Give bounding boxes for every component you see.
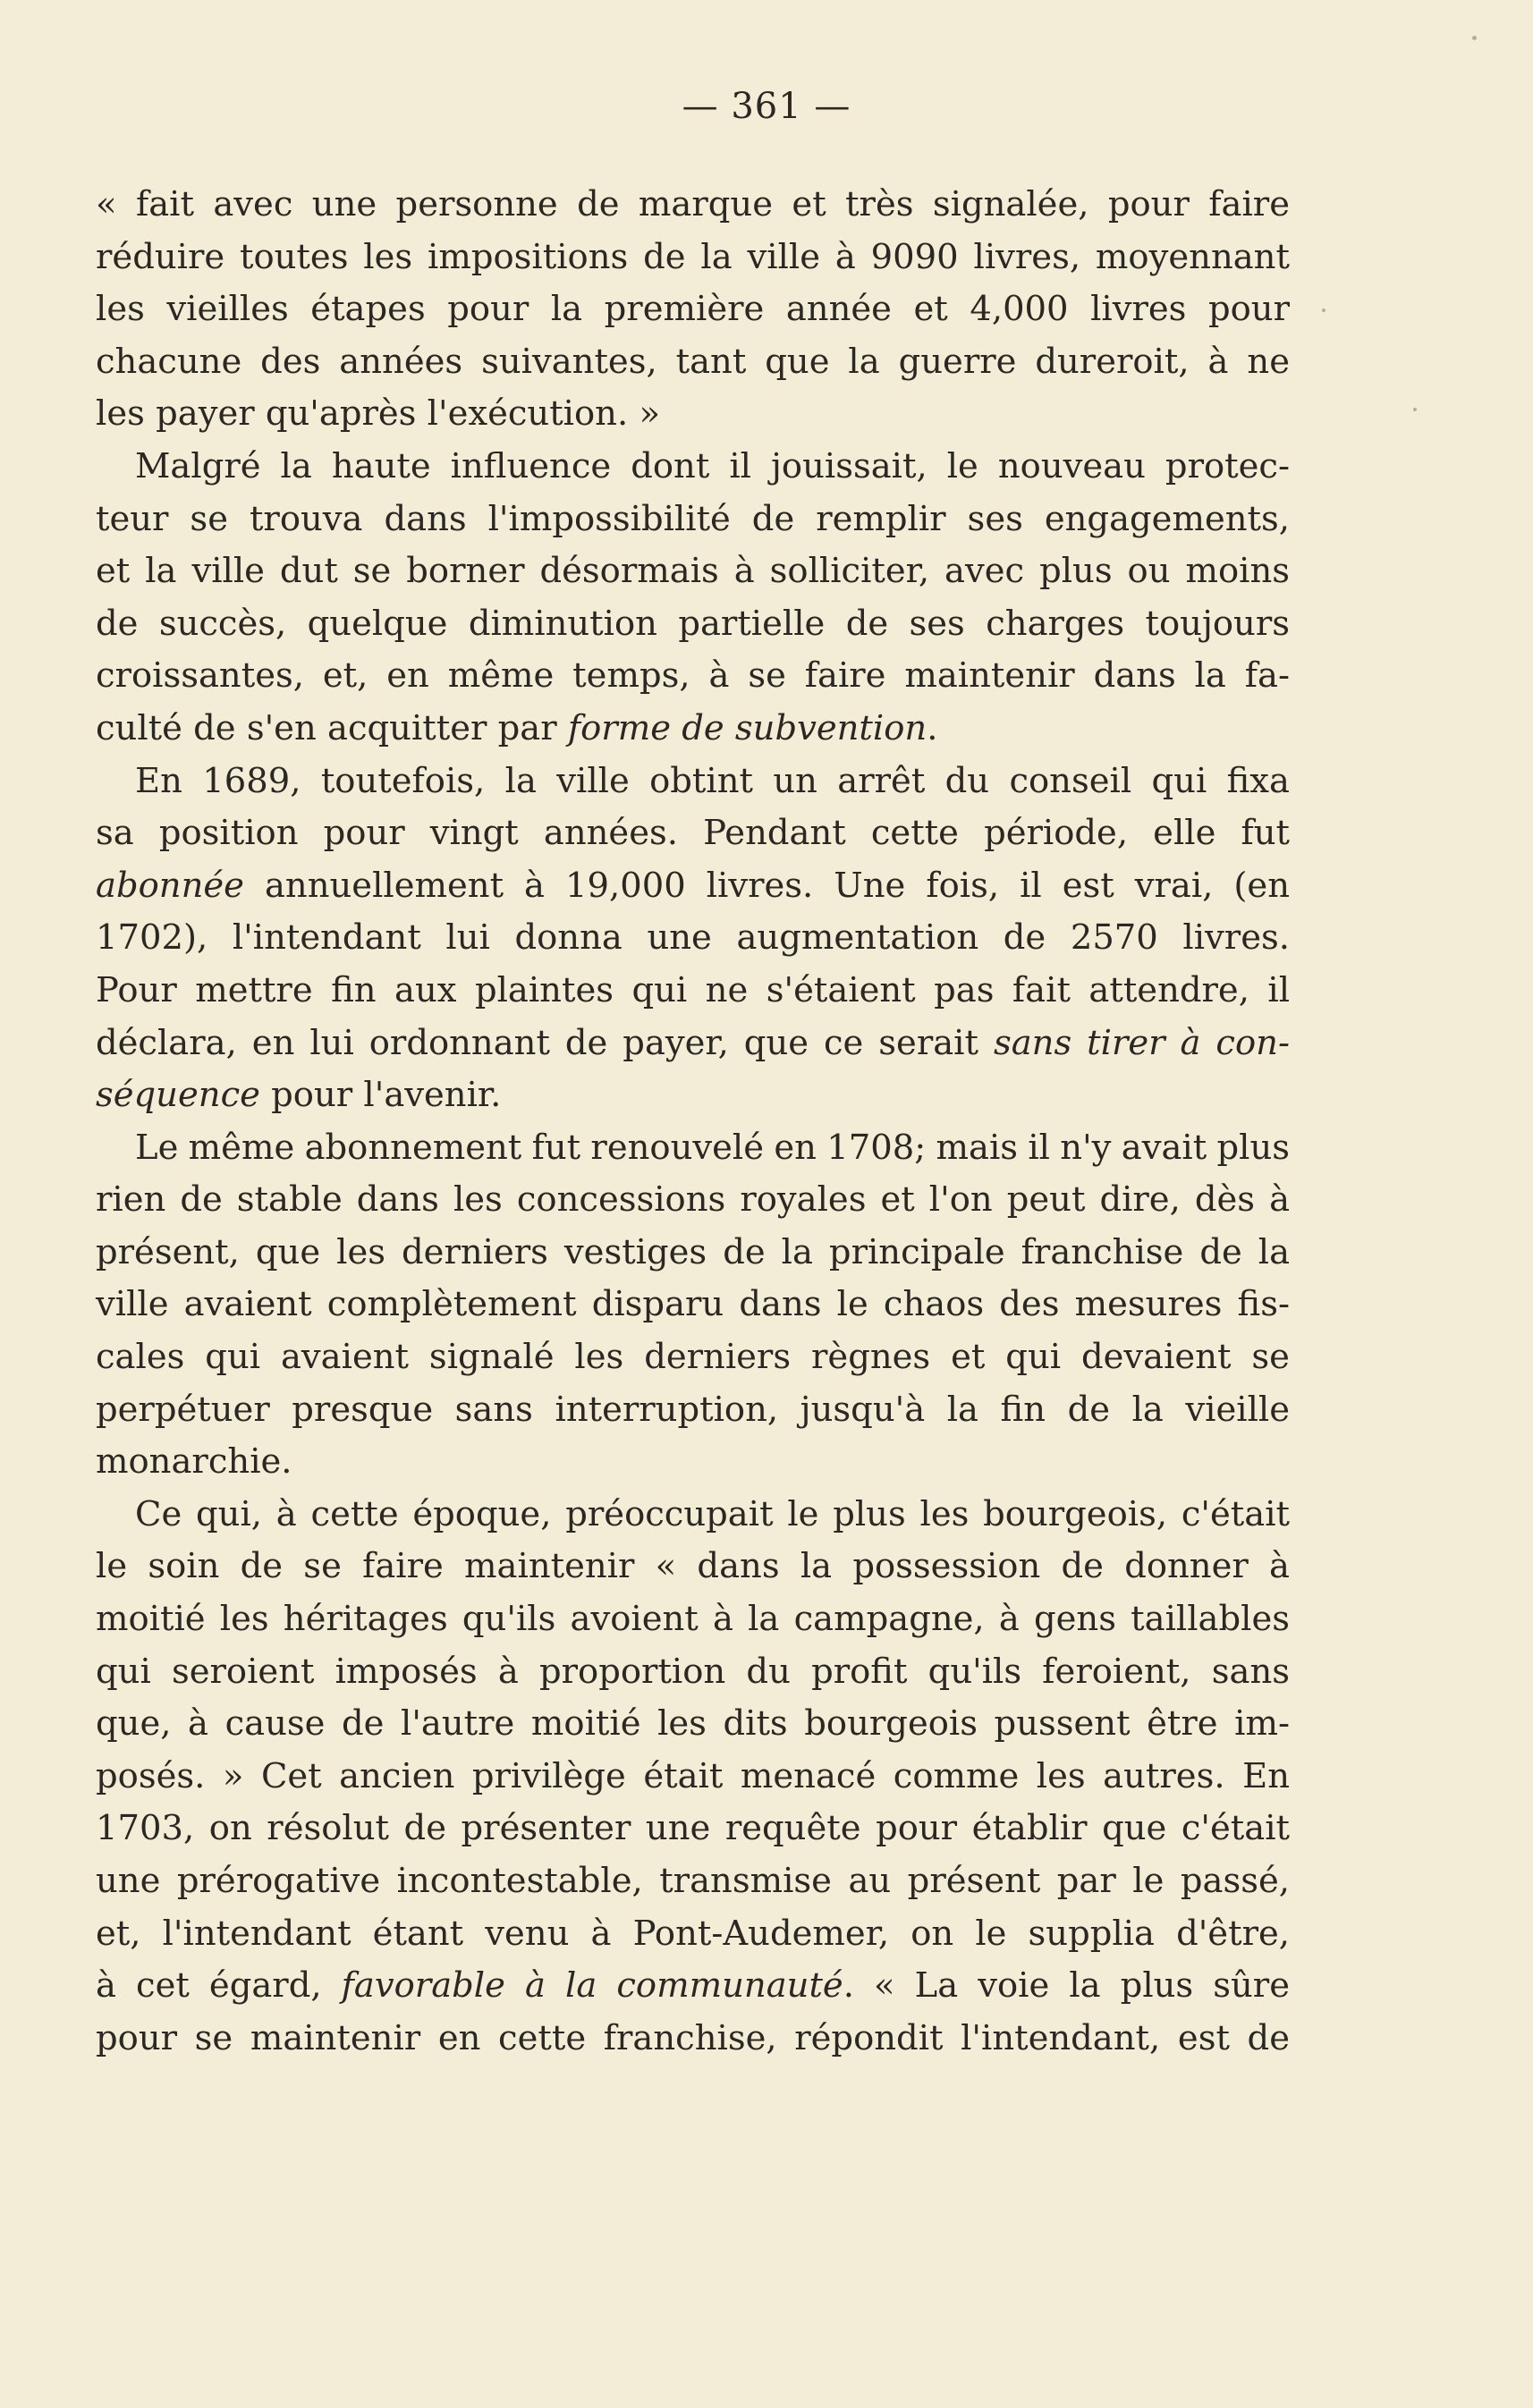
text-run: annuellement à 19,000 livres. Une fois, il est vrai, (en <box>243 865 1291 906</box>
paper-speck <box>1472 36 1477 40</box>
text-line: et la ville dut se borner désormais à solliciter, avec plus ou moins <box>96 551 1291 592</box>
page-number: — 361 — <box>682 86 851 127</box>
italic-text: favorable à la communauté <box>341 1965 843 2007</box>
text-line <box>96 860 1290 913</box>
text-run: . <box>927 707 938 748</box>
text-line: de succès, quelque diminution partielle de ses charges toujours <box>96 603 1291 644</box>
text-line: cales qui avaient signalé les derniers règnes et qui devaient se <box>96 1337 1290 1378</box>
text-line: Malgré la haute influence dont il jouissait, le nouveau protec- <box>135 445 1290 486</box>
text-line: une prérogative incontestable, transmise au présent par le passé, <box>96 1861 1290 1901</box>
text-run: culté de s'en acquitter par <box>96 707 568 748</box>
paragraph-4 <box>96 1122 1290 1489</box>
text-line: que, à cause de l'autre moitié les dits bourgeois pussent être im- <box>96 1703 1290 1745</box>
italic-text: sans tirer à con- <box>993 1022 1290 1063</box>
italic-text: abonnée <box>96 865 244 906</box>
text-line: posés. » Cet ancien privilège était menacé comme les autres. En <box>96 1755 1290 1796</box>
text-line: le soin de se faire maintenir « dans la possession de donner à <box>96 1546 1290 1587</box>
text-line: qui seroient imposés à proportion du profit qu'ils feroient, sans <box>96 1651 1290 1692</box>
italic-text: forme de subvention <box>567 707 927 748</box>
text-line: perpétuer presque sans interruption, jusqu'à la fin de la vieille <box>96 1389 1290 1430</box>
paragraph-5 <box>96 1489 1290 2066</box>
text-run: déclara, en lui ordonnant de payer, que ce serait <box>96 1022 994 1063</box>
text-run: à cet égard, <box>96 1965 342 2007</box>
text-line: Le même abonnement fut renouvelé en 1708; mais il n'y avait plus <box>135 1127 1291 1168</box>
text-line: les vieilles étapes pour la première année et 4,000 livres pour <box>96 289 1291 330</box>
text-line: Pour mettre fin aux plaintes qui ne s'étaient pas fait attendre, il <box>96 969 1291 1010</box>
body-text <box>96 179 1290 2065</box>
paragraph-1 <box>96 179 1290 441</box>
paper-speck <box>1322 308 1325 312</box>
text-line: croissantes, et, en même temps, à se faire maintenir dans la fa- <box>96 655 1290 697</box>
text-line <box>96 703 1290 756</box>
paragraph-3 <box>96 756 1290 1122</box>
paragraph-2 <box>96 441 1290 756</box>
text-line <box>96 1069 1290 1122</box>
text-line: réduire toutes les impositions de la ville à 9090 livres, moyennant <box>96 236 1290 277</box>
text-line: En 1689, toutefois, la ville obtint un arrêt du conseil qui fixa <box>135 760 1290 801</box>
italic-text: séquence <box>96 1075 260 1116</box>
text-line: 1702), l'intendant lui donna une augmentation de 2570 livres. <box>96 917 1290 959</box>
text-line <box>96 1960 1290 2013</box>
text-line: et, l'intendant étant venu à Pont-Audemer, on le supplia d'être, <box>96 1913 1290 1954</box>
paper-speck <box>1413 408 1417 411</box>
text-line: pour se maintenir en cette franchise, répondit l'intendant, est de <box>96 2017 1290 2058</box>
text-line: chacune des années suivantes, tant que la guerre dureroit, à ne <box>96 341 1290 382</box>
text-line: ville avaient complètement disparu dans le chaos des mesures fis- <box>96 1284 1290 1325</box>
text-run: pour l'avenir. <box>259 1075 502 1116</box>
text-line: Ce qui, à cette époque, préoccupait le plus les bourgeois, c'était <box>135 1493 1290 1534</box>
text-line: 1703, on résolut de présenter une requête pour établir que c'était <box>96 1808 1290 1849</box>
text-line <box>96 1018 1290 1070</box>
text-line: « fait avec une personne de marque et très signalée, pour faire <box>96 184 1290 224</box>
text-line: teur se trouva dans l'impossibilité de remplir ses engagements, <box>96 498 1290 539</box>
text-line: sa position pour vingt années. Pendant cette période, elle fut <box>96 813 1291 854</box>
text-line: moitié les héritages qu'ils avoient à la campagne, à gens taillables <box>96 1599 1290 1640</box>
text-line: rien de stable dans les concessions royales et l'on peut dire, dès à <box>96 1179 1291 1221</box>
text-line: les payer qu'après l'exécution. » <box>96 393 661 435</box>
text-line: présent, que les derniers vestiges de la principale franchise de la <box>96 1231 1291 1272</box>
text-run: . « La voie la plus sûre <box>843 1965 1290 2007</box>
text-line: monarchie. <box>96 1441 292 1483</box>
